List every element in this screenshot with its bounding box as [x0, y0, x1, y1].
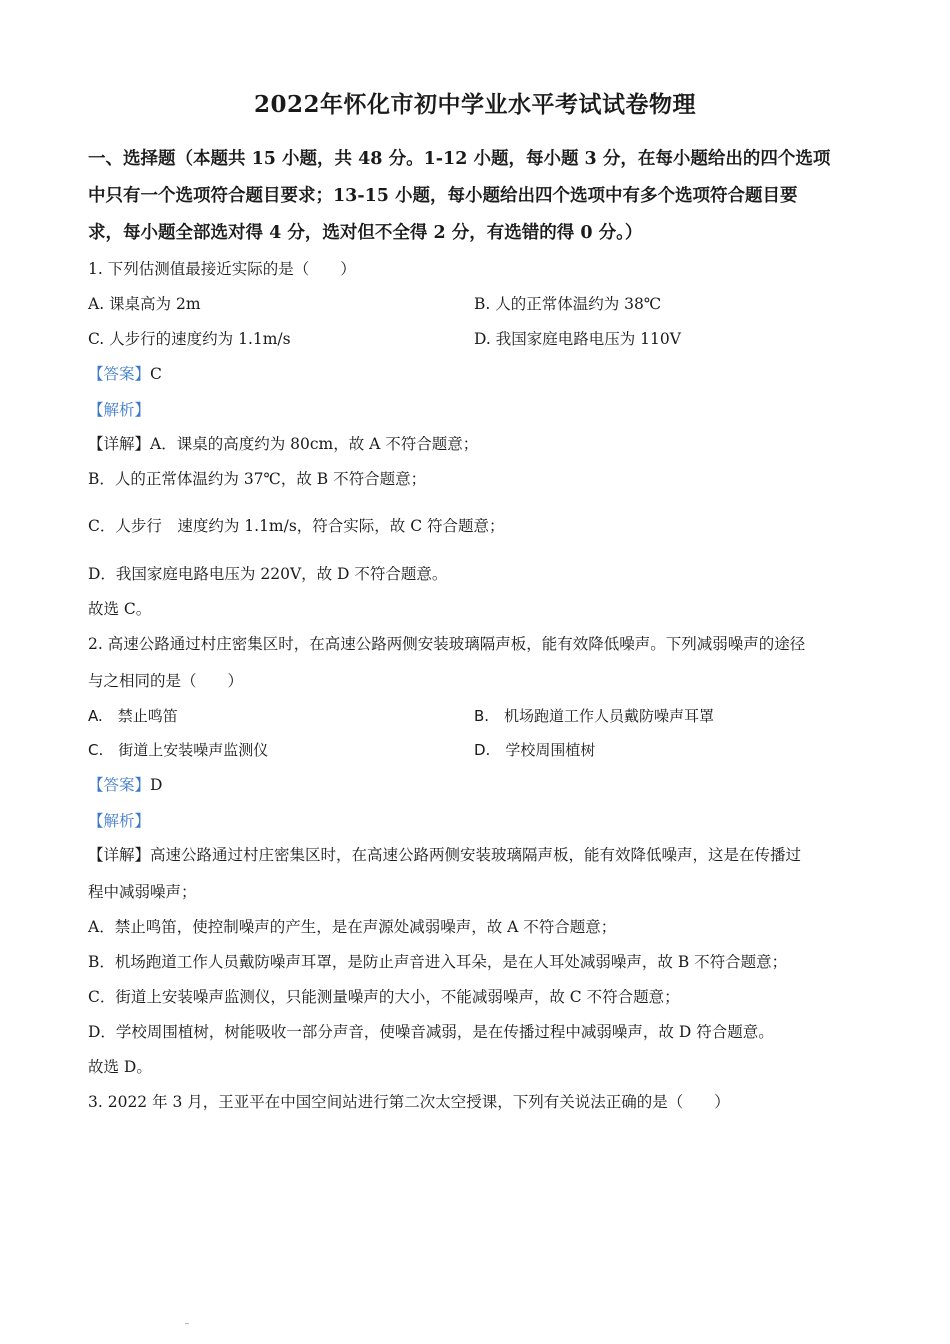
q2-answer-tag: 【答案】	[88, 776, 151, 794]
section-heading-line-2: 中只有一个选项符合题目要求；13-15 小题，每小题给出四个选项中有多个选项符合题目要	[88, 186, 798, 206]
q1-analysis-tag: 【解析】	[88, 401, 151, 419]
q2-conclusion: 故选 D。	[88, 1058, 152, 1076]
q2-answer-value: D	[150, 776, 163, 794]
q1-stem: 1. 下列估测值最接近实际的是（ ）	[88, 260, 356, 278]
q2-detail-line: 程中减弱噪声；	[88, 883, 197, 901]
q1-option-b: B. 人的正常体温约为 38℃	[474, 295, 662, 313]
footer-mark	[185, 1323, 189, 1324]
q2-detail-line: C．街道上安装噪声监测仪，只能测量噪声的大小，不能减弱噪声，故 C 不符合题意；	[88, 988, 680, 1006]
q2-option-d: D. 学校周围植树	[474, 741, 596, 759]
q1-detail-line: D．我国家庭电路电压为 220V，故 D 不符合题意。	[88, 565, 448, 583]
q2-answer	[88, 773, 162, 795]
q1-option-a: A. 课桌高为 2m	[88, 295, 201, 313]
q2-detail-line: B．机场跑道工作人员戴防噪声耳罩，是防止声音进入耳朵，是在人耳处减弱噪声，故 B 不符合题意；	[88, 953, 788, 971]
q1-option-c: C. 人步行的速度约为 1.1m/s	[88, 330, 291, 348]
q1-answer-tag: 【答案】	[88, 365, 151, 383]
q2-option-c: C. 街道上安装噪声监测仪	[88, 741, 269, 759]
q2-option-a: A. 禁止鸣笛	[88, 707, 178, 725]
section-heading-line-1: 一、选择题（本题共 15 小题，共 48 分。1-12 小题，每小题 3 分，在每小题给出的四个选项	[88, 149, 831, 169]
q1-answer	[88, 362, 162, 384]
q2-analysis-tag: 【解析】	[88, 812, 151, 830]
q2-detail-line: D．学校周围植树，树能吸收一部分声音，使噪音减弱，是在传播过程中减弱噪声，故 D 符合题意。	[88, 1023, 774, 1041]
q3-stem: 3. 2022 年 3 月，王亚平在中国空间站进行第二次太空授课，下列有关说法正确的是（ ）	[88, 1093, 730, 1111]
q1-detail-line: C．人步行 速度约为 1.1m/s，符合实际，故 C 符合题意；	[88, 517, 505, 535]
q2-option-b: B. 机场跑道工作人员戴防噪声耳罩	[474, 707, 715, 725]
q1-answer-value: C	[150, 365, 162, 383]
q1-detail-line: B．人的正常体温约为 37℃，故 B 不符合题意；	[88, 470, 427, 488]
q1-conclusion: 故选 C。	[88, 600, 152, 618]
q2-stem-line-2: 与之相同的是（ ）	[88, 672, 244, 690]
page-title: 2022年怀化市初中学业水平考试试卷物理	[253, 91, 696, 118]
q2-detail-line: 【详解】高速公路通过村庄密集区时，在高速公路两侧安装玻璃隔声板，能有效降低噪声，这是在传播过	[88, 846, 802, 864]
q1-detail-line: 【详解】A．课桌的高度约为 80cm，故 A 不符合题意；	[88, 435, 479, 453]
q2-detail-line: A．禁止鸣笛，使控制噪声的产生，是在声源处减弱噪声，故 A 不符合题意；	[88, 918, 617, 936]
q2-stem-line-1: 2. 高速公路通过村庄密集区时，在高速公路两侧安装玻璃隔声板，能有效降低噪声。下列减弱噪声的途径	[88, 635, 806, 653]
q1-option-d: D. 我国家庭电路电压为 110V	[474, 330, 681, 348]
section-heading-line-3: 求，每小题全部选对得 4 分，选对但不全得 2 分，有选错的得 0 分。）	[88, 223, 643, 243]
